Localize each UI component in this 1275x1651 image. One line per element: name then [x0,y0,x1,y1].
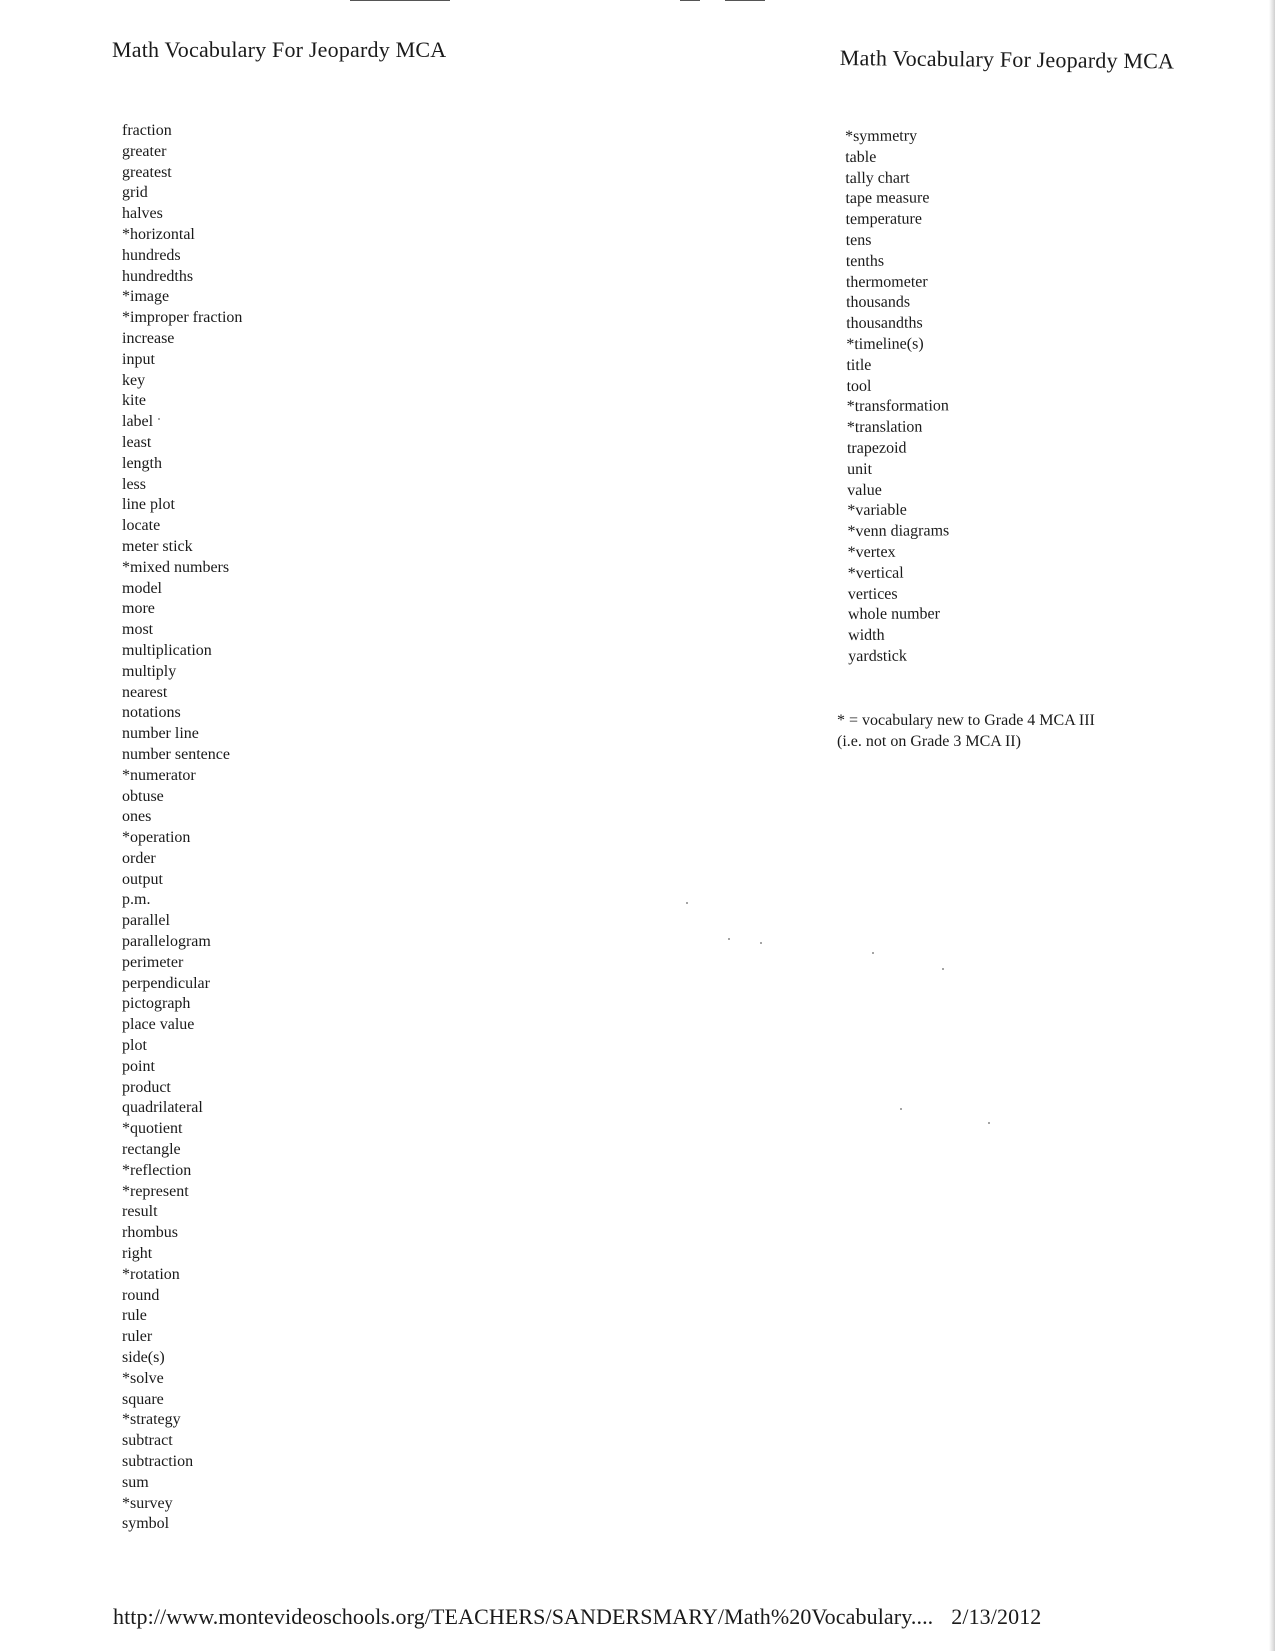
scan-speck [900,1108,902,1110]
vocabulary-term: thermometer [845,273,928,291]
vocabulary-term: table [845,148,877,166]
vocabulary-term: *survey [122,1494,173,1512]
vocabulary-term: length [122,454,162,472]
vocabulary-term: rectangle [122,1141,181,1159]
vocabulary-term: *variable [847,501,907,520]
scan-speck [872,952,874,954]
vocabulary-term: halves [122,205,163,223]
vocabulary-term: notations [122,704,181,722]
vocabulary-term: temperature [845,210,923,229]
vocabulary-term: *horizontal [122,225,195,243]
vocabulary-term: increase [122,329,175,347]
footer-date: 2/13/2012 [951,1604,1042,1629]
vocabulary-term: kite [122,392,146,410]
vocabulary-term: perpendicular [122,974,210,992]
legend-line-1: * = vocabulary new to Grade 4 MCA III [837,712,1095,729]
vocabulary-term: tally chart [845,169,910,187]
vocabulary-list-right [845,126,951,667]
vocabulary-term: place value [122,1016,195,1034]
vocabulary-term: *represent [122,1182,189,1200]
vocabulary-term: label [122,413,154,431]
vocabulary-term: order [122,849,156,867]
vocabulary-term: model [122,579,162,597]
vocabulary-term: plot [122,1037,147,1055]
vocabulary-term: *numerator [122,766,196,784]
vocabulary-term: grid [122,184,148,202]
vocabulary-term: whole number [847,605,941,624]
vocabulary-term: *rotation [122,1265,180,1283]
vocabulary-term: quadrilateral [122,1099,203,1117]
vocabulary-term: tape measure [845,189,930,208]
scan-artifact-top [350,0,790,4]
page-title-right: Math Vocabulary For Jeopardy MCA [839,45,1175,74]
vocabulary-term: *timeline(s) [846,335,924,353]
vocabulary-term: width [848,626,885,645]
vocabulary-term: *strategy [122,1411,181,1429]
vocabulary-term: fraction [122,122,172,139]
vocabulary-term: value [847,481,882,499]
vocabulary-term: square [122,1390,164,1408]
vocabulary-term: *vertex [847,543,896,561]
vocabulary-term: tool [846,377,872,395]
vocabulary-list-left [122,121,242,1535]
vocabulary-term: rhombus [122,1224,178,1242]
vocabulary-term: locate [122,517,161,535]
vocabulary-term: hundreds [122,246,181,264]
vocabulary-term: unit [847,460,873,478]
page-footer [113,1604,1041,1630]
vocabulary-term: title [846,356,872,374]
vocabulary-term: *symmetry [845,127,918,145]
vocabulary-term: yardstick [848,647,907,665]
vocabulary-term: *image [122,288,170,306]
vocabulary-term: subtract [122,1432,173,1450]
legend-line-2: (i.e. not on Grade 3 MCA II) [837,733,1021,750]
vocabulary-term: ruler [122,1328,153,1346]
vocabulary-term: multiply [122,662,177,680]
vocabulary-term: *operation [122,829,191,847]
vocabulary-term: *venn diagrams [847,522,950,541]
vocabulary-term: greater [122,142,167,160]
vocabulary-term: number line [122,725,199,743]
page-title-left: Math Vocabulary For Jeopardy MCA [112,37,447,62]
vocabulary-term: greatest [122,163,172,181]
vocabulary-term: hundredths [122,267,194,285]
vocabulary-term: more [122,600,155,618]
vocabulary-term: multiplication [122,641,212,659]
vocabulary-term: *mixed numbers [122,558,230,576]
vocabulary-term: ones [122,808,152,826]
vocabulary-term: vertices [847,585,898,603]
scan-speck [686,902,688,904]
vocabulary-term: least [122,433,152,451]
vocabulary-term: pictograph [122,995,191,1013]
vocabulary-term: *improper fraction [122,309,243,327]
vocabulary-term: rule [122,1307,147,1325]
vocabulary-term: key [122,371,146,389]
vocabulary-term: nearest [122,683,168,701]
vocabulary-term: tenths [845,252,885,270]
vocabulary-term: *transformation [846,397,949,416]
vocabulary-term: thousandths [846,314,923,333]
vocabulary-term: round [122,1286,160,1304]
vocabulary-term: sum [122,1473,149,1491]
vocabulary-term: parallel [122,912,170,930]
vocabulary-term: *quotient [122,1120,183,1138]
vocabulary-term: *solve [122,1369,164,1387]
vocabulary-term: right [122,1245,153,1263]
vocabulary-term: *vertical [847,564,904,582]
scan-speck [728,938,730,940]
vocabulary-term: tens [845,231,872,249]
vocabulary-term: obtuse [122,787,164,805]
vocabulary-term: symbol [122,1515,170,1533]
scan-speck [942,968,944,970]
scan-edge-shadow [1269,0,1275,1651]
vocabulary-term: trapezoid [846,439,907,457]
vocabulary-term: thousands [846,293,911,312]
vocabulary-term: parallelogram [122,933,211,951]
vocabulary-term: subtraction [122,1453,194,1470]
scan-speck [760,942,762,944]
vocabulary-term: number sentence [122,745,230,763]
vocabulary-term: line plot [122,496,175,514]
vocabulary-term: product [122,1078,171,1096]
footer-url: http://www.montevideoschools.org/TEACHERS/SANDERSMARY/Math%20Vocabulary.... [113,1604,934,1629]
vocabulary-term: point [122,1057,155,1075]
vocabulary-term: *translation [846,418,923,437]
vocabulary-term: meter stick [122,537,193,555]
vocabulary-term: input [122,350,155,368]
vocabulary-term: perimeter [122,953,184,971]
scan-speck [158,418,160,420]
vocabulary-term: less [122,475,146,493]
vocabulary-term: most [122,621,154,639]
vocabulary-term: result [122,1203,158,1221]
vocabulary-term: side(s) [122,1349,165,1367]
legend [837,710,1095,752]
vocabulary-term: p.m. [122,891,151,909]
scan-speck [988,1122,990,1124]
vocabulary-term: output [122,870,163,888]
vocabulary-term: *reflection [122,1161,192,1179]
